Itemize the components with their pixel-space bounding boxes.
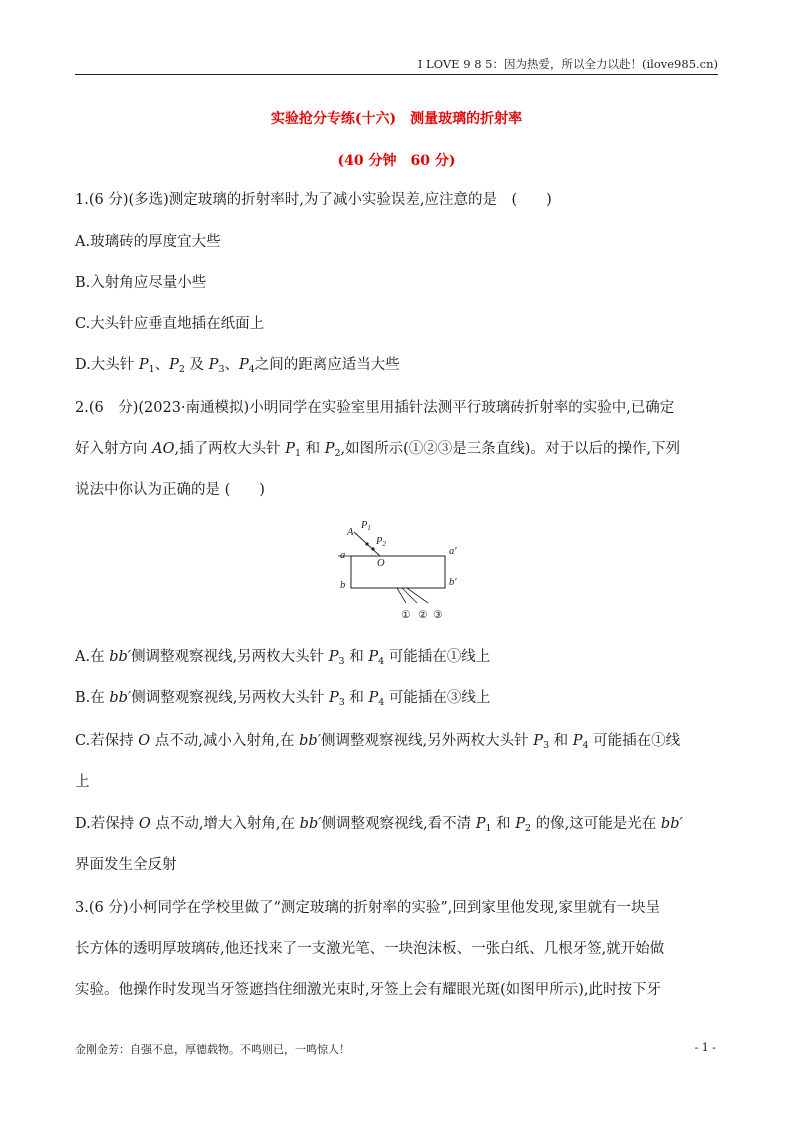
label-line-3: ③ [433,610,443,621]
pin-p2-mark [371,547,374,550]
q2-line-3: 说法中你认为正确的是 ( ) [75,482,265,498]
q3-line-3: 实验。他操作时发现当牙签遮挡住细激光束时,牙签上会有耀眼光斑(如图甲所示),此时按下牙 [75,982,662,998]
q2-option-c: C.若保持 O 点不动,减小入射角,在 bb′侧调整观察视线,另外两枚大头针 $P_3$ 和 $P_4$ 可能插在①线 [75,733,681,751]
q2-line-1: 2.(6 分)(2023·南通模拟)小明同学在实验室里用插针法测平行玻璃砖折射率的实验中,已确定 [75,400,675,416]
label-A: A [347,527,354,538]
q1-stem: 1.(6 分)(多选)测定玻璃的折射率时,为了减小实验误差,应注意的是 ( ) [75,192,552,208]
label-a: a [340,550,346,561]
refraction-diagram [334,518,464,624]
label-line-1: ① [401,610,411,621]
label-P2: P2 [376,536,386,548]
label-b: b [340,580,346,591]
label-b-prime: b′ [449,577,457,588]
q3-line-1: 3.(6 分)小柯同学在学校里做了“测定玻璃的折射率的实验”,回到家里他发现,家里就有一块呈 [75,900,661,916]
q1-option-b: B.入射角应尽量小些 [75,275,207,291]
label-line-2: ② [418,610,428,621]
q2-option-d: D.若保持 O 点不动,增大入射角,在 bb′侧调整观察视线,看不清 $P_1$ 和 $P_2$ 的像,这可能是光在 bb′ [75,816,683,834]
page-title: 实验抢分专练(十六) 测量玻璃的折射率 [270,111,523,127]
q2-option-c-cont: 上 [75,774,90,790]
q3-line-2: 长方体的透明厚玻璃砖,他还找来了一支激光笔、一块泡沫板、一张白纸、几根牙签,就开始做 [75,941,665,957]
page-number: - 1 - [694,1041,716,1054]
page-subtitle: (40 分钟 60 分) [337,153,456,169]
q2-option-d-cont: 界面发生全反射 [75,857,177,873]
header-rule [75,74,718,75]
pin-p1-mark [365,542,368,545]
q2-option-a: A.在 bb′侧调整观察视线,另两枚大头针 $P_3$ 和 $P_4$ 可能插在①线上 [75,649,491,667]
q1-option-a: A.玻璃砖的厚度宜大些 [75,234,221,250]
footer-motto: 金刚金芳：自强不息，厚德载物。不鸣则已，一鸣惊人！ [75,1043,350,1056]
label-P1: P1 [361,520,371,532]
q1-option-d: D.大头针 $P_1$、$P_2$ 及 $P_3$、$P_4$之间的距离应适当大些 [75,357,400,375]
header-site-text: I LOVE 9 8 5：因为热爱，所以全力以赴！(ilove985.cn) [417,57,718,71]
line-3 [407,588,428,603]
q2-option-b: B.在 bb′侧调整观察视线,另两枚大头针 $P_3$ 和 $P_4$ 可能插在③线上 [75,690,491,708]
q2-line-2: 好入射方向 AO,插了两枚大头针 $P_1$ 和 $P_2$,如图所示(①②③是三条直线)。对于以后的操作,下列 [75,441,681,459]
q1-option-c: C.大头针应垂直地插在纸面上 [75,316,265,332]
label-a-prime: a′ [449,546,457,557]
glass-block [351,556,445,588]
label-O: O [377,558,385,569]
